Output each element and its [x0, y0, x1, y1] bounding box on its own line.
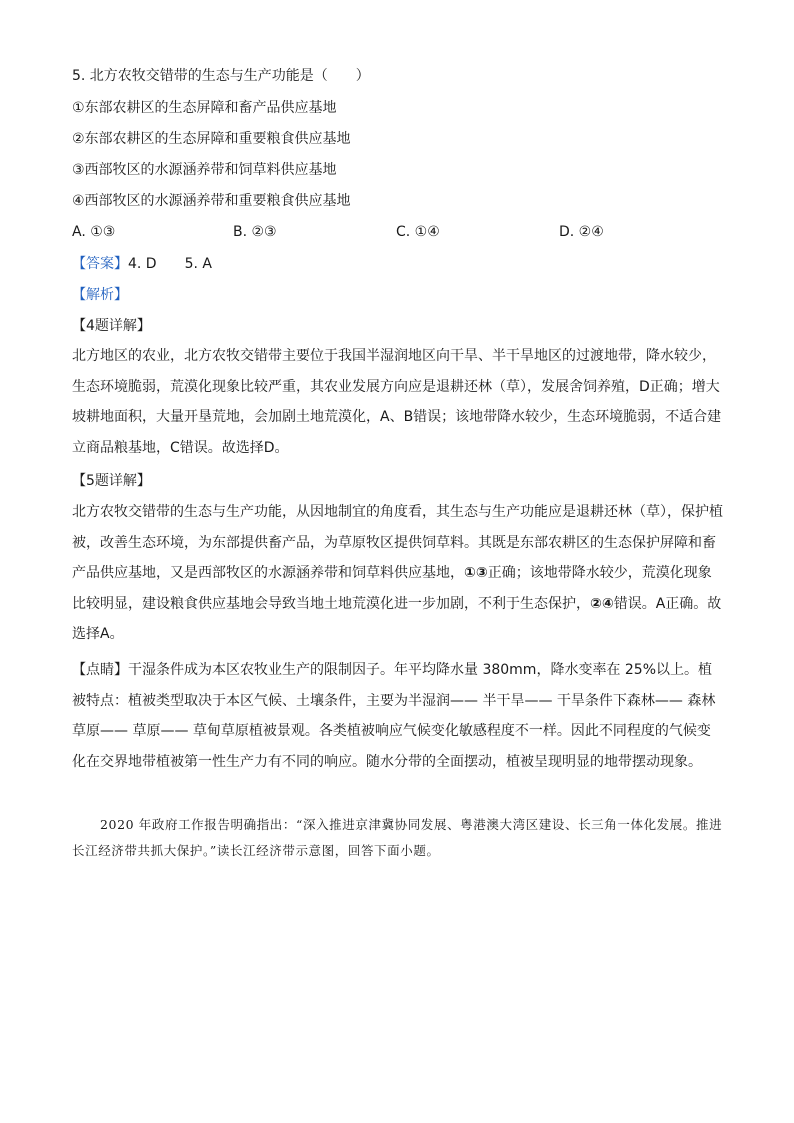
material-paragraph: 2020 年政府工作报告明确指出：“深入推进京津冀协同发展、粤港澳大湾区建设、长三角一体化发展。推进长江经济带共抓大保护。”读长江经济带示意图，回答下面小题。	[72, 817, 723, 858]
option-a: A. ①③	[72, 224, 116, 240]
option-b: B. ②③	[233, 224, 277, 240]
analysis-heading	[72, 285, 128, 305]
tips-text: 干湿条件成为本区农牧业生产的限制因子。年平均降水量 380mm，降水变率在 25%以上。植被特点：植被类型取决于本区气候、土壤条件，主要为半湿润—— 半干旱—— 干旱条件下森林—— 森林草原—— 草原—— 草甸草原植被景观。各类植被响应气候变化敏感程度不一样。因此不同程度的气候变化在交界地带植被第一性生产力有不同的响应。随水分带的全面摆动，植被呈现明显的地带摆动现象。	[72, 662, 716, 770]
answer-text: 4. D 5. A	[128, 256, 212, 272]
question-5-item-1: ①东部农耕区的生态屏障和畜产品供应基地	[72, 100, 337, 116]
detail-5-text-c: 错误。A正确。故选择A。	[72, 595, 722, 642]
answer-tag: 【答案】	[72, 256, 128, 272]
option-d: D. ②④	[559, 224, 604, 240]
detail-5-heading: 【5题详解】	[72, 473, 151, 489]
detail-4-heading: 【4题详解】	[72, 318, 151, 334]
detail-5-text-b: 正确；该地带降水较少，荒漠化现象比较明显，建设粮食供应基地会导致当地土地荒漠化进一步加剧，不利于生态保护，	[72, 565, 712, 612]
question-5-stem: 5. 北方农牧交错带的生态与生产功能是（ ）	[72, 68, 370, 84]
detail-5-text-a: 北方农牧交错带的生态与生产功能，从因地制宜的角度看，其生态与生产功能应是退耕还林（草），保护植被，改善生态环境，为东部提供畜产品，为草原牧区提供饲草料。其既是东部农耕区的生态保护屏障和畜产品供应基地，又是西部牧区的水源涵养带和饲草料供应基地，	[72, 504, 723, 581]
detail-5-bold-a: ①③	[464, 565, 488, 581]
question-5-item-3: ③西部牧区的水源涵养带和饲草料供应基地	[72, 162, 337, 178]
detail-5-bold-b: ②④	[590, 595, 614, 612]
tips-paragraph	[72, 655, 724, 777]
detail-5-text	[72, 497, 724, 650]
option-c: C. ①④	[396, 224, 440, 240]
tips-tag: 【点睛】	[72, 662, 128, 678]
question-5-item-2: ②东部农耕区的生态屏障和重要粮食供应基地	[72, 131, 351, 147]
analysis-tag: 【解析】	[72, 287, 128, 303]
detail-4-text: 北方地区的农业，北方农牧交错带主要位于我国半湿润地区向干旱、半干旱地区的过渡地带，降水较少，生态环境脆弱，荒漠化现象比较严重，其农业发展方向应是退耕还林（草），发展舍饲养殖，D正确；增大坡耕地面积，大量开垦荒地，会加剧土地荒漠化，A、B错误；该地带降水较少，生态环境脆弱，不适合建立商品粮基地，C错误。故选择D。	[72, 348, 722, 456]
answer-line	[72, 254, 212, 274]
question-5-item-4: ④西部牧区的水源涵养带和重要粮食供应基地	[72, 193, 351, 209]
